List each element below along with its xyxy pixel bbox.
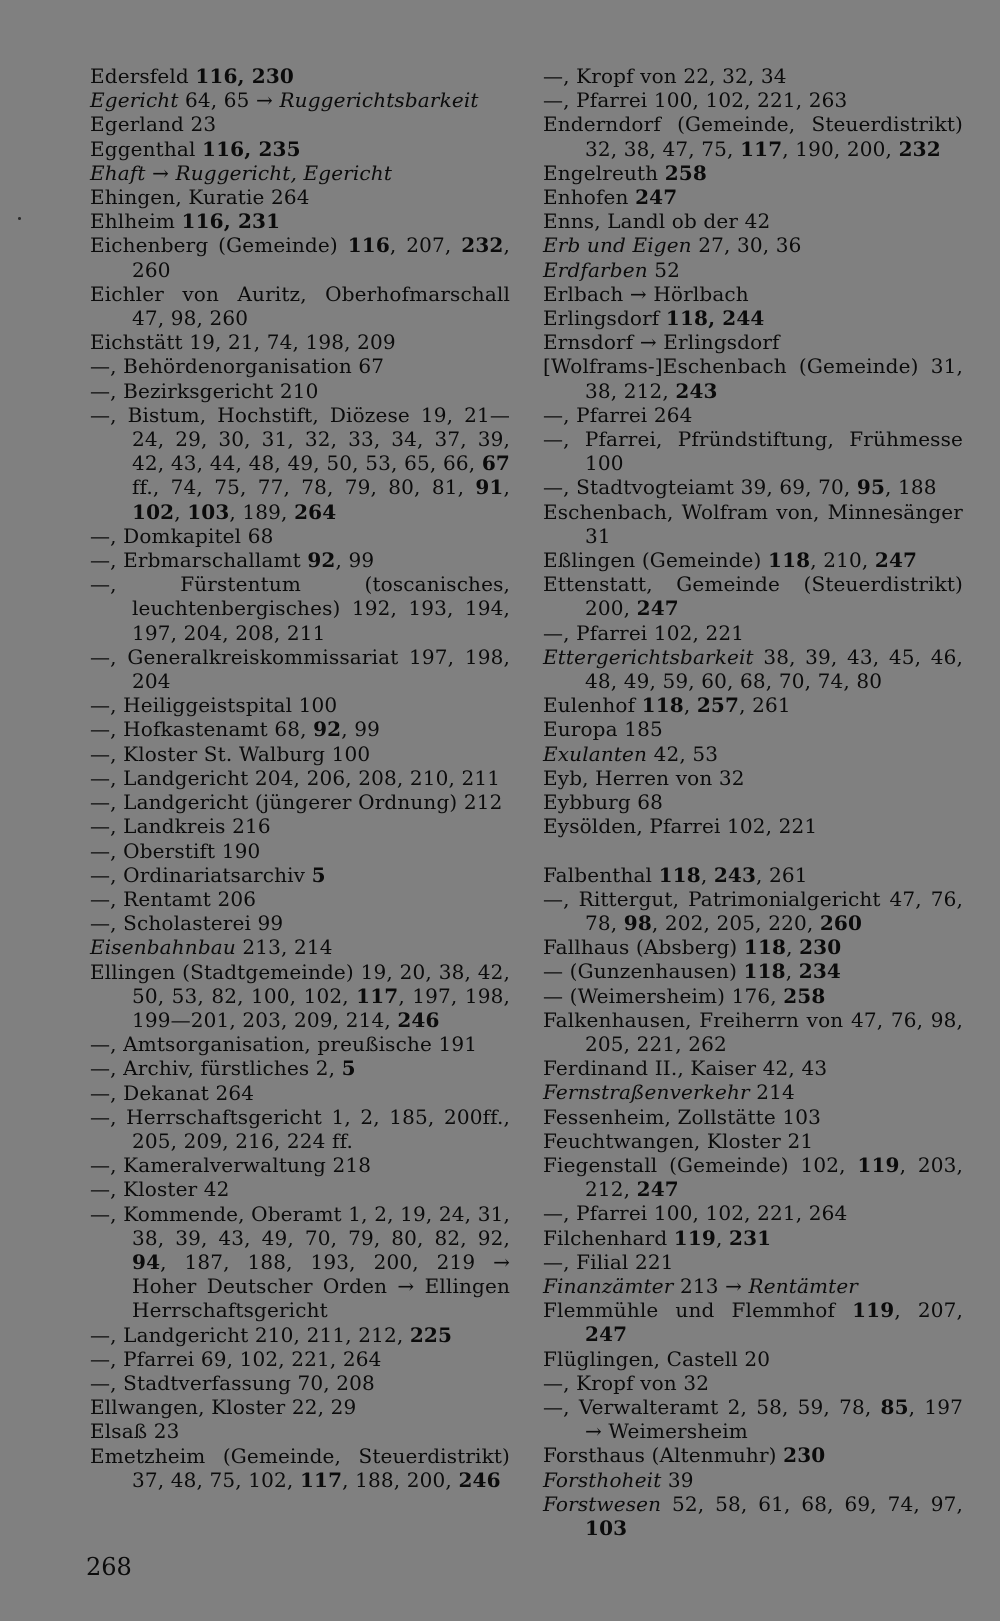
entry-text: Ferdinand II., Kaiser 42, 43 [543,1056,828,1081]
entry-text: —, Kommende, Oberamt 1, 2, 19, 24, 31, 38, 39, 43, 49, 70, 79, 80, 82, 92, [90,1201,510,1250]
entry-text: 39 [661,1467,694,1492]
index-entry [90,1032,510,1056]
entry-text: 52, 58, 61, 68, 69, 74, 97, [661,1491,963,1516]
index-entry [543,1008,963,1056]
index-entry [543,887,963,935]
entry-text: —, Pfarrei 69, 102, 221, 264 [90,1346,382,1371]
index-entry [543,1468,963,1492]
entry-text: —, Rentamt 206 [90,886,257,911]
entry-text: Ellwangen, Kloster 22, 29 [90,1395,357,1420]
entry-text: 27, 30, 36 [691,233,802,258]
entry-text: —, Kropf von 32 [543,1370,710,1395]
entry-text: , 190, 200, [782,136,899,161]
entry-text: , [503,475,510,500]
entry-text: , 210, [810,548,875,573]
entry-text: , 188 [885,475,937,500]
entry-text: —, Rittergut, Patrimonialgericht 47, 76, 78, [543,886,963,935]
index-entry [543,1250,963,1274]
entry-text: Eschenbach, Wolfram von, Minnesänger 31 [543,499,963,548]
entry-text: —, Dekanat 264 [90,1080,255,1105]
entry-page-ref-bold: 247 [636,596,679,621]
index-entry [543,233,963,257]
entry-text: Fallhaus (Absberg) [543,935,744,960]
index-entry [543,717,963,741]
entry-term-italic: Ettergerichtsbarkeit [543,644,754,669]
entry-term-italic: Forsthoheit [543,1467,662,1492]
index-entry [90,1177,510,1201]
entry-text: —, Landkreis 216 [90,814,271,839]
index-entry [90,814,510,838]
entry-page-ref-bold: 257 [696,693,740,718]
index-entry [90,88,510,112]
index-entry [90,572,510,645]
entry-text: —, Amtsorganisation, preußische 191 [90,1032,478,1057]
entry-text: —, Behördenorganisation 67 [90,354,385,379]
index-entry [543,403,963,427]
entry-page-ref-bold: 117 [299,1467,343,1492]
entry-page-ref-bold: 243 [675,378,718,403]
index-entry [543,1056,963,1080]
entry-text: —, Domkapitel 68 [90,523,274,548]
entry-page-ref-bold: 92 [313,717,342,742]
index-entry [543,935,963,959]
index-entry [543,548,963,572]
stray-dot-mark [18,217,21,220]
index-entry [90,524,510,548]
index-entry [90,1202,510,1323]
index-entry [90,403,510,524]
entry-text: —, Kloster 42 [90,1177,230,1202]
index-entry [543,959,963,983]
entry-text: Falkenhausen, Freiherrn von 47, 76, 98, 205, 221, 262 [543,1007,963,1056]
index-entry [90,1105,510,1153]
entry-text: Enhofen [543,185,636,210]
entry-page-ref-bold: 85 [880,1394,909,1419]
index-entry [90,693,510,717]
index-entry [543,354,963,402]
entry-text: — (Gunzenhausen) [543,959,744,984]
index-entry [90,64,510,88]
entry-page-ref-bold: 118, 244 [665,306,765,331]
index-entry [543,209,963,233]
entry-text: , [700,862,714,887]
entry-text: , 188, 200, [342,1467,459,1492]
index-entry [543,814,963,838]
entry-page-ref-bold: 232 [898,136,941,161]
entry-text: 214 [749,1080,795,1105]
index-entry [90,1323,510,1347]
index-entry [543,330,963,354]
index-entry [543,621,963,645]
entry-text: —, Kloster St. Walburg 100 [90,741,371,766]
entry-page-ref-bold: 102 [132,499,175,524]
entry-page-ref-bold: 118 [768,548,811,573]
entry-page-ref-bold: 230 [799,935,842,960]
entry-text: , 261 [756,862,808,887]
entry-text: , 260 [132,233,510,282]
index-entry [543,64,963,88]
entry-text: Flüglingen, Castell 20 [543,1346,771,1371]
entry-page-ref-bold: 234 [798,959,841,984]
entry-term-italic: Erdfarben [543,257,648,282]
entry-text: Eßlingen (Gemeinde) [543,548,769,573]
entry-page-ref-bold: 98 [623,910,652,935]
entry-text: Ernsdorf → Erlingsdorf [543,330,780,355]
entry-text: , 99 [341,717,381,742]
entry-page-ref-bold: 116, 231 [181,209,281,234]
entry-text: , 197 → Weimersheim [585,1394,963,1444]
entry-text: , [716,1225,730,1250]
index-entry [90,161,510,185]
entry-text: , [785,959,799,984]
entry-text: [Wolframs-]Eschenbach (Gemeinde) 31, 38, 212, [543,354,963,403]
index-entry [90,766,510,790]
entry-text: , 99 [335,548,375,573]
index-entry [543,112,963,160]
entry-text: Fiegenstall (Gemeinde) 102, [543,1152,858,1177]
entry-text: 42, 53 [647,741,719,766]
entry-page-ref-bold: 103 [187,499,230,524]
index-entry [543,1080,963,1104]
index-entry [543,693,963,717]
entry-text: —, Stadtverfassung 70, 208 [90,1370,375,1395]
index-entry [543,1201,963,1225]
index-entry [90,863,510,887]
index-entry [90,887,510,911]
letter-section-gap [543,839,963,863]
index-entry [90,645,510,693]
entry-text: Falbenthal [543,862,659,887]
entry-text: , 207, [389,233,462,258]
entry-text: —, Pfarrei 264 [543,402,693,427]
index-entry [543,88,963,112]
entry-page-ref-bold: 92 [307,548,336,573]
entry-page-ref-bold: 246 [397,1007,440,1032]
entry-page-ref-bold: 118 [641,693,684,718]
entry-text: —, Kameralverwaltung 218 [90,1153,372,1178]
index-entry [543,1274,963,1298]
entry-text: Eichstätt 19, 21, 74, 198, 209 [90,330,396,355]
index-entry [543,258,963,282]
entry-page-ref-bold: 258 [783,983,826,1008]
entry-text: , 189, [229,499,295,524]
entry-text: —, Stadtvogteiamt 39, 69, 70, [543,475,857,500]
index-entry [543,1153,963,1201]
entry-text: —, Ordinariatsarchiv [90,862,312,887]
entry-text: , [174,499,188,524]
entry-text: Forsthaus (Altenmuhr) [543,1443,784,1468]
entry-text: Flemmühle und Flemmhof [543,1298,853,1323]
entry-text: Engelreuth [543,160,665,185]
entry-text: Eyb, Herren von 32 [543,765,745,790]
index-entry [90,1371,510,1395]
entry-text: —, Verwalteramt 2, 58, 59, 78, [543,1394,881,1419]
entry-text: Enderndorf (Gemeinde, Steuerdistrikt) 32, 38, 47, 75, [543,112,963,161]
entry-text: —, Filial 221 [543,1249,674,1274]
entry-text: , 261 [739,693,791,718]
entry-page-ref-bold: 117 [740,136,783,161]
index-entry [543,161,963,185]
entry-text: , 202, 205, 220, [651,910,820,935]
entry-page-ref-bold: 118 [743,935,787,960]
entry-text: Erlbach → Hörlbach [543,281,749,306]
entry-text: Filchenhard [543,1225,674,1250]
entry-text: Egerland 23 [90,112,217,137]
index-entry [90,112,510,136]
index-entry [90,960,510,1033]
entry-text: —, Scholasterei 99 [90,911,284,936]
entry-text: —, Landgericht 210, 211, 212, [90,1322,410,1347]
entry-page-ref-bold: 247 [874,548,918,573]
entry-text: ff., 74, 75, 77, 78, 79, 80, 81, [132,475,476,500]
entry-text: —, Landgericht 204, 206, 208, 210, 211 [90,765,501,790]
entry-text: Eggenthal [90,136,203,161]
entry-page-ref-bold: 118 [658,862,701,887]
index-entry [90,1444,510,1492]
index-entry [543,1226,963,1250]
entry-text: —, Herrschaftsgericht 1, 2, 185, 200ff., 205, 209, 216, 224 ff. [90,1104,510,1153]
entry-text: Feuchtwangen, Kloster 21 [543,1128,814,1153]
entry-text: —, Pfarrei 102, 221 [543,620,745,645]
index-entry [543,984,963,1008]
entry-page-ref-bold: 247 [636,1177,679,1202]
index-entry [543,306,963,330]
entry-page-ref-bold: 231 [729,1225,772,1250]
index-entry [543,1347,963,1371]
entry-text: Ellingen (Stadtgemeinde) 19, 20, 38, 42, 50, 53, 82, 100, 102, [90,959,510,1008]
entry-text: —, Fürstentum (toscanisches, leuchtenbergisches) 192, 193, 194, 197, 204, 208, 211 [90,572,510,645]
entry-page-ref-bold: 247 [635,185,678,210]
index-entry [90,282,510,330]
index-entry [90,1419,510,1443]
index-entry [90,1347,510,1371]
entry-page-ref-bold: 95 [856,475,886,500]
entry-page-ref-bold: 5 [311,862,326,887]
index-entry [543,863,963,887]
entry-page-ref-bold: 247 [585,1322,628,1347]
index-entry [543,1443,963,1467]
entry-term-italic: Ehaft → Ruggericht, Egericht [90,160,393,185]
index-entry [543,572,963,620]
entry-text: , 187, 188, 193, 200, 219 → Hoher Deutscher Orden → Ellingen Herrschaftsgericht [132,1249,510,1323]
entry-term-italic: Exulanten [543,741,648,766]
entry-text: —, Landgericht (jüngerer Ordnung) 212 [90,790,503,815]
index-entry [543,645,963,693]
entry-text: —, Heiliggeistspital 100 [90,693,338,718]
index-entry [90,137,510,161]
entry-page-ref-bold: 246 [458,1467,501,1492]
entry-text: , 203, 212, [585,1152,963,1202]
entry-page-ref-bold: 260 [819,910,863,935]
index-column-right [543,64,963,1540]
entry-text: —, Kropf von 22, 32, 34 [543,64,787,88]
index-entry [90,548,510,572]
entry-page-ref-bold: 116 [347,233,390,258]
index-entry [90,379,510,403]
index-entry [543,1395,963,1443]
index-entry [90,185,510,209]
index-entry [543,475,963,499]
entry-text: —, Hofkastenamt 68, [90,717,314,742]
entry-page-ref-bold: 119 [852,1298,895,1323]
entry-text: Eichler von Auritz, Oberhofmarschall 47, 98, 260 [90,281,510,331]
entry-text: , [683,693,697,718]
index-entry [90,233,510,281]
index-entry [90,839,510,863]
entry-text: Edersfeld [90,64,196,88]
entry-page-ref-bold: 91 [475,475,504,500]
index-entry [90,1395,510,1419]
index-entry [543,1492,963,1540]
index-entry [543,427,963,475]
index-entry [90,209,510,233]
entry-text: —, Oberstift 190 [90,838,261,863]
entry-text: Eichenberg (Gemeinde) [90,233,348,258]
entry-text: —, Bezirksgericht 210 [90,378,319,403]
index-entry [543,185,963,209]
entry-page-ref-bold: 116, 230 [195,64,294,88]
entry-text: Europa 185 [543,717,663,742]
index-entry [543,1298,963,1346]
entry-term-italic: Ruggerichtsbarkeit [279,88,479,113]
entry-text: Emetzheim (Gemeinde, Steuerdistrikt) 37, 48, 75, 102, [90,1443,510,1492]
entry-text: Erlingsdorf [543,306,666,331]
index-entry [90,911,510,935]
entry-text: Eybburg 68 [543,790,664,815]
entry-text: 52 [647,257,680,282]
index-entry [90,1153,510,1177]
entry-text: Eysölden, Pfarrei 102, 221 [543,814,818,839]
entry-page-ref-bold: 264 [294,499,337,524]
entry-text: 213, 214 [235,935,333,960]
index-entry [543,282,963,306]
index-entry [543,766,963,790]
entry-page-ref-bold: 258 [664,160,707,185]
entry-page-ref-bold: 118 [743,959,786,984]
index-entry [90,790,510,814]
entry-page-ref-bold: 117 [356,983,399,1008]
entry-text: —, Pfarrei, Pfründstiftung, Frühmesse 100 [543,427,963,476]
entry-text: 64, 65 → [178,88,280,113]
entry-page-ref-bold: 5 [341,1056,356,1081]
entry-term-italic: Erb und Eigen [543,233,692,258]
index-entry [543,500,963,548]
entry-text: —, Generalkreiskommissariat 197, 198, 204 [90,644,510,694]
entry-term-italic: Rentämter [748,1273,859,1298]
entry-term-italic: Forstwesen [543,1491,662,1516]
index-entry [543,742,963,766]
index-entry [543,1129,963,1153]
entry-text: 38, 39, 43, 45, 46, 48, 49, 59, 60, 68, 70, 74, 80 [585,644,963,694]
entry-term-italic: Finanzämter [543,1273,674,1298]
index-entry [90,742,510,766]
entry-text: , 197, 198, 199—201, 203, 209, 214, [132,983,510,1032]
index-entry [90,354,510,378]
entry-page-ref-bold: 116, 235 [202,136,301,161]
entry-text: —, Erbmarschallamt [90,548,308,573]
entry-term-italic: Fernstraßenverkehr [543,1080,750,1105]
entry-text: Fessenheim, Zollstätte 103 [543,1104,821,1129]
entry-text: —, Pfarrei 100, 102, 221, 264 [543,1201,848,1226]
entry-page-ref-bold: 103 [585,1515,628,1540]
entry-page-ref-bold: 232 [461,233,504,258]
index-column-left [90,64,510,1492]
entry-text: — (Weimersheim) 176, [543,983,784,1008]
entry-text: Eulenhof [543,693,642,718]
page-number: 268 [86,1553,132,1581]
entry-text: —, Bistum, Hochstift, Diözese 19, 21—24, 29, 30, 31, 32, 33, 34, 37, 39, 42, 43, 44, 48, 49, 50, 53, 65, 66, [90,402,510,476]
entry-text: Ehingen, Kuratie 264 [90,185,310,210]
entry-text: Ehlheim [90,209,182,234]
entry-page-ref-bold: 67 [481,451,510,476]
index-entry [543,1371,963,1395]
index-entry [90,1081,510,1105]
entry-text: Elsaß 23 [90,1419,180,1444]
index-entry [543,1105,963,1129]
index-entry [90,330,510,354]
entry-page-ref-bold: 94 [132,1249,161,1274]
index-entry [90,935,510,959]
entry-text: —, Archiv, fürstliches 2, [90,1056,342,1081]
entry-text: , [786,935,800,960]
entry-page-ref-bold: 230 [783,1443,826,1468]
entry-term-italic: Egericht [90,88,179,113]
entry-page-ref-bold: 243 [713,862,757,887]
entry-term-italic: Eisenbahnbau [90,935,236,960]
entry-page-ref-bold: 225 [409,1322,453,1347]
index-entry [543,790,963,814]
entry-text: Enns, Landl ob der 42 [543,209,771,234]
entry-page-ref-bold: 119 [673,1225,716,1250]
index-entry [90,1056,510,1080]
entry-text: , 207, [894,1298,963,1323]
entry-text: Ettenstatt, Gemeinde (Steuerdistrikt) 200, [543,572,963,621]
entry-page-ref-bold: 119 [857,1152,900,1177]
index-entry [90,717,510,741]
entry-text: 213 → [673,1273,749,1298]
entry-text: —, Pfarrei 100, 102, 221, 263 [543,88,848,113]
